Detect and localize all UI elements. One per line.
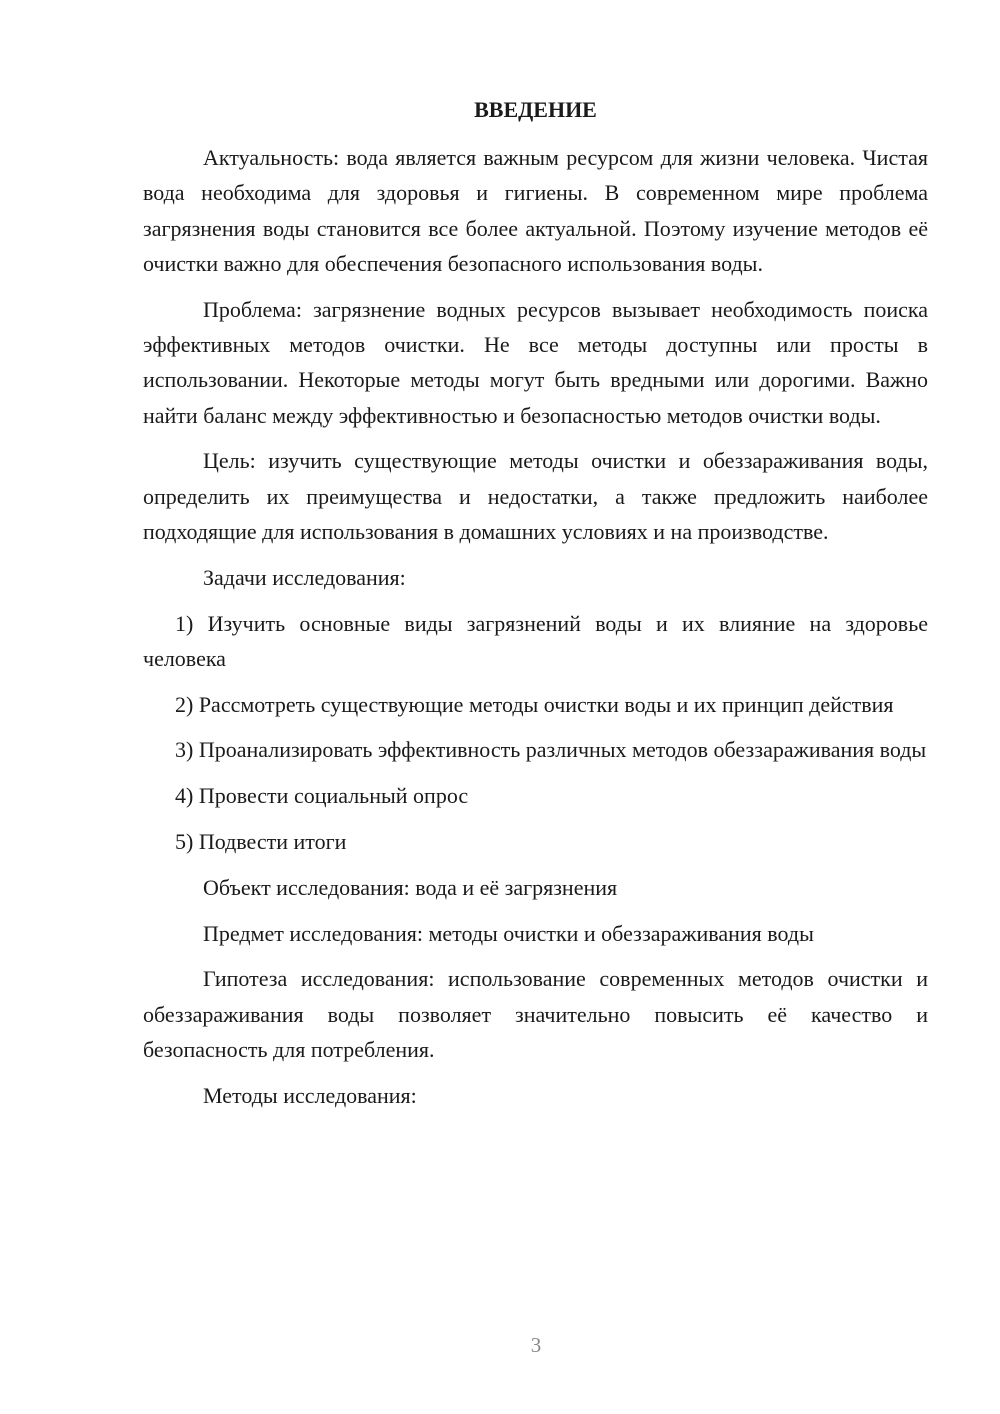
task-item: 2) Рассмотреть существующие методы очистки воды и их принцип действия: [175, 691, 894, 717]
task-item: 3) Проанализировать эффективность различных методов обеззараживания воды: [175, 737, 927, 763]
methods-heading: Методы исследования:: [203, 1082, 417, 1108]
relevance-paragraph: Актуальность: вода является важным ресурсом для жизни человека. Чистая вода необходима для здоровья и гигиены. В современном мире проблема загрязнения воды становится все более актуальной. Поэтому изучение методов её очистки важно для обеспечения безопасного использования воды.: [143, 145, 928, 276]
document-page: [143, 94, 928, 1124]
object-paragraph: Объект исследования: вода и её загрязнения: [203, 874, 618, 900]
goal-paragraph: Цель: изучить существующие методы очистки и обеззараживания воды, определить их преимущества и недостатки, а также предложить наиболее подходящие для использования в домашних условиях и на производстве.: [143, 448, 928, 544]
task-item: 1) Изучить основные виды загрязнений воды и их влияние на здоровье человека: [143, 610, 928, 671]
task-item: 4) Провести социальный опрос: [175, 783, 469, 809]
tasks-heading: Задачи исследования:: [203, 564, 406, 590]
problem-paragraph: Проблема: загрязнение водных ресурсов вызывает необходимость поиска эффективных методов очистки. Не все методы доступны или просты в использовании. Некоторые методы могут быть вредными или дорогими. Важно найти баланс между эффективностью и безопасностью методов очистки воды.: [143, 296, 928, 428]
subject-paragraph: Предмет исследования: методы очистки и обеззараживания воды: [203, 920, 814, 946]
hypothesis-paragraph: Гипотеза исследования: использование современных методов очистки и обеззараживания воды позволяет значительно повысить её качество и безопасность для потребления.: [143, 966, 928, 1063]
page-title: ВВЕДЕНИЕ: [474, 97, 597, 122]
task-item: 5) Подвести итоги: [175, 829, 347, 855]
page-number: 3: [530, 1333, 542, 1357]
